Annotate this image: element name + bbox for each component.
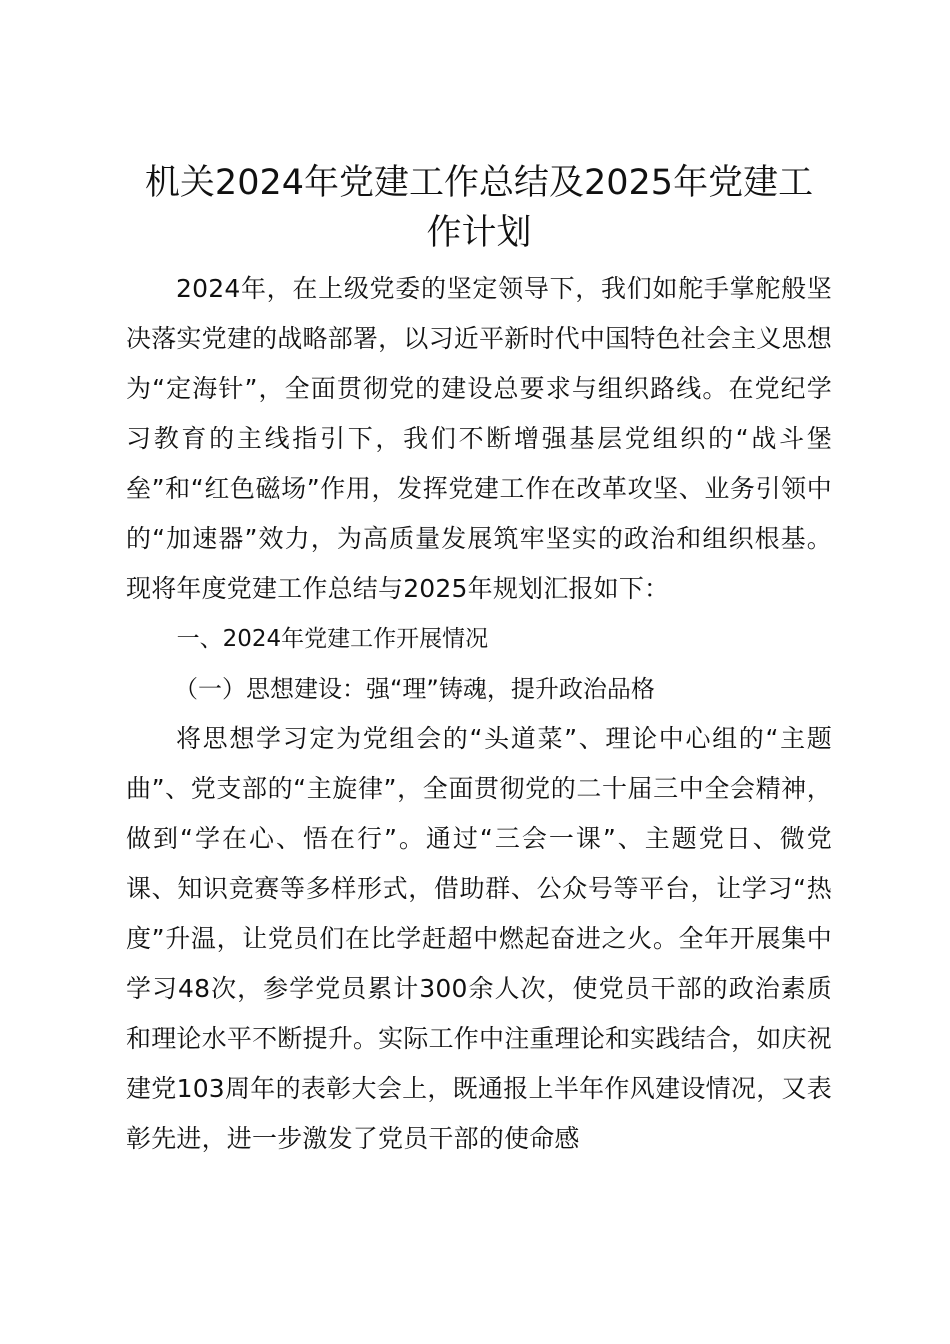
subsection-heading: （一）思想建设：强“理”铸魂，提升政治品格 [174,675,655,703]
body-paragraph: 将思想学习定为党组会的“头道菜”、理论中心组的“主题曲”、党支部的“主旋律”，全面贯彻党的二十届三中全会精神，做到“学在心、悟在行”。通过“三会一课”、主题党日、微党课、知识竞赛等多样形式，借助群、公众号等平台，让学习“热度”升温，让党员们在比学赶超中燃起奋进之火。全年开展集中学习48次，参学党员累计300余人次，使党员干部的政治素质和理论水平不断提升。实际工作中注重理论和实践结合，如庆祝建党103周年的表彰大会上，既通报上半年作风建设情况，又表彰先进，进一步激发了党员干部的使命感 [126,724,832,1153]
intro-paragraph: 2024年，在上级党委的坚定领导下，我们如舵手掌舵般坚决落实党建的战略部署，以习近平新时代中国特色社会主义思想为“定海针”，全面贯彻党的建设总要求与组织路线。在党纪学习教育的主线指引下，我们不断增强基层党组织的“战斗堡垒”和“红色磁场”作用，发挥党建工作在改革攻坚、业务引领中的“加速器”效力，为高质量发展筑牢坚实的政治和组织根基。现将年度党建工作总结与2025年规划汇报如下： [126,274,832,603]
document-title: 机关2024年党建工作总结及2025年党建工作计划 [144,163,814,253]
section-heading: 一、2024年党建工作开展情况 [176,626,489,652]
